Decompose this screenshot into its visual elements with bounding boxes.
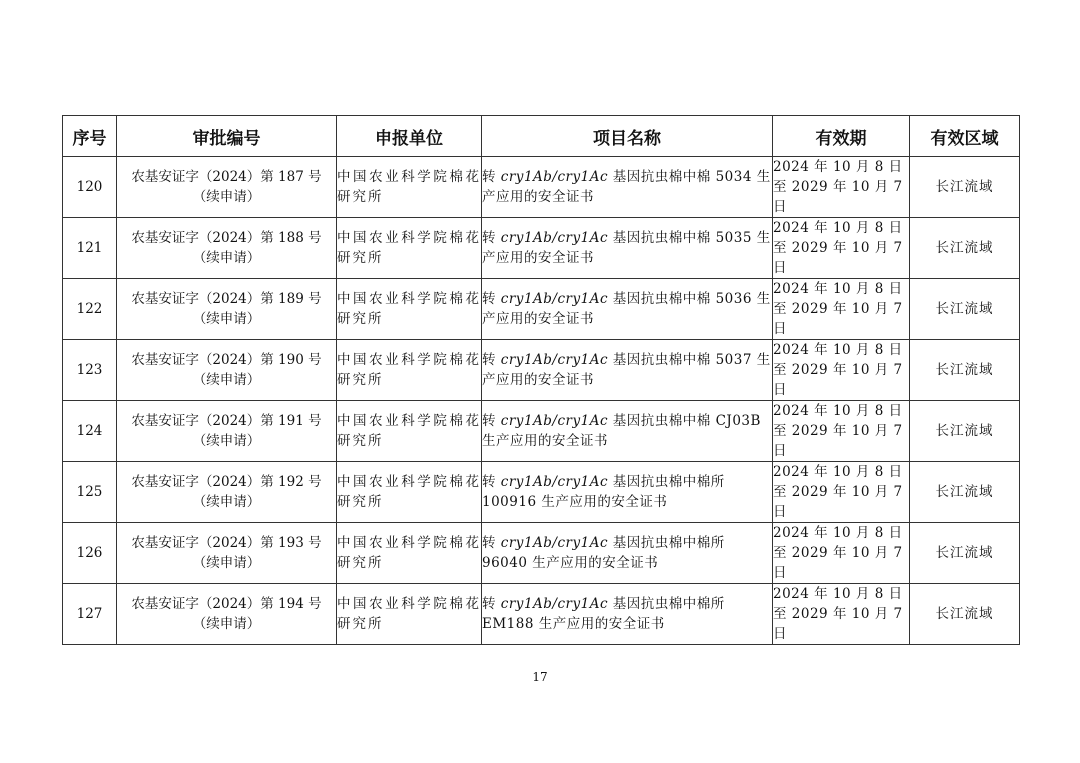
project-suffix: 基因抗虫棉中棉所 96040 生产应用的安全证书 (482, 535, 725, 571)
project-suffix: 基因抗虫棉中棉 5034 生产应用的安全证书 (482, 169, 771, 205)
table-row (63, 157, 1020, 218)
cell-approval-no (117, 523, 337, 584)
table-row (63, 340, 1020, 401)
header-project-name: 项目名称 (482, 116, 773, 157)
approval-number: 农基安证字（2024）第 187 号 (131, 169, 322, 185)
approval-number: 农基安证字（2024）第 189 号 (131, 291, 322, 307)
cell-validity: 2024 年 10 月 8 日至 2029 年 10 月 7 日 (773, 462, 910, 523)
approval-number: 农基安证字（2024）第 194 号 (131, 596, 322, 612)
project-prefix: 转 (482, 474, 501, 490)
cell-seq: 122 (63, 279, 117, 340)
cell-project-name (482, 462, 773, 523)
cell-approval-no (117, 279, 337, 340)
cell-region: 长江流域 (910, 157, 1020, 218)
table-row (63, 462, 1020, 523)
cell-applicant: 中国农业科学院棉花研究所 (337, 584, 482, 645)
cell-region: 长江流域 (910, 462, 1020, 523)
cell-validity: 2024 年 10 月 8 日至 2029 年 10 月 7 日 (773, 157, 910, 218)
project-prefix: 转 (482, 352, 501, 368)
gene-name: cry1Ab/cry1Ac (500, 291, 609, 307)
table-row (63, 401, 1020, 462)
project-suffix: 基因抗虫棉中棉所 EM188 生产应用的安全证书 (482, 596, 725, 632)
cell-approval-no (117, 584, 337, 645)
project-suffix: 基因抗虫棉中棉 5037 生产应用的安全证书 (482, 352, 771, 388)
gene-name: cry1Ab/cry1Ac (500, 535, 609, 551)
header-approval-no: 审批编号 (117, 116, 337, 157)
cell-applicant: 中国农业科学院棉花研究所 (337, 157, 482, 218)
approval-number: 农基安证字（2024）第 191 号 (131, 413, 322, 429)
header-applicant: 申报单位 (337, 116, 482, 157)
cell-approval-no (117, 157, 337, 218)
approval-renewal-note: （续申请） (192, 433, 261, 449)
header-seq: 序号 (63, 116, 117, 157)
cell-applicant: 中国农业科学院棉花研究所 (337, 401, 482, 462)
table-row (63, 218, 1020, 279)
project-suffix: 基因抗虫棉中棉 5036 生产应用的安全证书 (482, 291, 771, 327)
cell-seq: 123 (63, 340, 117, 401)
table-row (63, 584, 1020, 645)
cell-approval-no (117, 340, 337, 401)
cell-validity: 2024 年 10 月 8 日至 2029 年 10 月 7 日 (773, 218, 910, 279)
cell-project-name (482, 584, 773, 645)
project-suffix: 基因抗虫棉中棉所 100916 生产应用的安全证书 (482, 474, 725, 510)
table-header-row (63, 116, 1020, 157)
project-prefix: 转 (482, 535, 501, 551)
approval-renewal-note: （续申请） (192, 555, 261, 571)
gene-name: cry1Ab/cry1Ac (500, 596, 609, 612)
table-row (63, 523, 1020, 584)
project-prefix: 转 (482, 413, 501, 429)
approval-renewal-note: （续申请） (192, 250, 261, 266)
approval-number: 农基安证字（2024）第 188 号 (131, 230, 322, 246)
header-region: 有效区域 (910, 116, 1020, 157)
cell-project-name (482, 157, 773, 218)
table-row (63, 279, 1020, 340)
cell-validity: 2024 年 10 月 8 日至 2029 年 10 月 7 日 (773, 584, 910, 645)
cell-validity: 2024 年 10 月 8 日至 2029 年 10 月 7 日 (773, 523, 910, 584)
gene-name: cry1Ab/cry1Ac (500, 352, 609, 368)
project-suffix: 基因抗虫棉中棉 CJ03B 生产应用的安全证书 (482, 413, 761, 449)
cell-applicant: 中国农业科学院棉花研究所 (337, 279, 482, 340)
cell-applicant: 中国农业科学院棉花研究所 (337, 340, 482, 401)
cell-region: 长江流域 (910, 218, 1020, 279)
cell-applicant: 中国农业科学院棉花研究所 (337, 462, 482, 523)
cell-seq: 125 (63, 462, 117, 523)
cell-region: 长江流域 (910, 523, 1020, 584)
gene-name: cry1Ab/cry1Ac (500, 474, 609, 490)
project-prefix: 转 (482, 169, 501, 185)
header-validity: 有效期 (773, 116, 910, 157)
cell-validity: 2024 年 10 月 8 日至 2029 年 10 月 7 日 (773, 279, 910, 340)
cell-seq: 127 (63, 584, 117, 645)
project-prefix: 转 (482, 230, 501, 246)
cell-seq: 126 (63, 523, 117, 584)
cell-approval-no (117, 401, 337, 462)
page-number: 17 (532, 670, 548, 684)
approval-renewal-note: （续申请） (192, 494, 261, 510)
approval-renewal-note: （续申请） (192, 311, 261, 327)
cell-seq: 121 (63, 218, 117, 279)
cell-region: 长江流域 (910, 279, 1020, 340)
cell-region: 长江流域 (910, 584, 1020, 645)
approval-number: 农基安证字（2024）第 192 号 (131, 474, 322, 490)
cell-approval-no (117, 462, 337, 523)
gene-name: cry1Ab/cry1Ac (500, 230, 609, 246)
cell-project-name (482, 401, 773, 462)
cell-applicant: 中国农业科学院棉花研究所 (337, 523, 482, 584)
approval-number: 农基安证字（2024）第 190 号 (131, 352, 322, 368)
cell-project-name (482, 218, 773, 279)
cell-project-name (482, 523, 773, 584)
project-suffix: 基因抗虫棉中棉 5035 生产应用的安全证书 (482, 230, 771, 266)
cell-applicant: 中国农业科学院棉花研究所 (337, 218, 482, 279)
cell-region: 长江流域 (910, 340, 1020, 401)
gene-name: cry1Ab/cry1Ac (500, 169, 609, 185)
project-prefix: 转 (482, 291, 501, 307)
cell-validity: 2024 年 10 月 8 日至 2029 年 10 月 7 日 (773, 340, 910, 401)
cell-project-name (482, 279, 773, 340)
approval-number: 农基安证字（2024）第 193 号 (131, 535, 322, 551)
approval-renewal-note: （续申请） (192, 189, 261, 205)
project-prefix: 转 (482, 596, 501, 612)
cell-seq: 120 (63, 157, 117, 218)
cell-approval-no (117, 218, 337, 279)
gene-name: cry1Ab/cry1Ac (500, 413, 609, 429)
cell-project-name (482, 340, 773, 401)
cell-seq: 124 (63, 401, 117, 462)
cell-validity: 2024 年 10 月 8 日至 2029 年 10 月 7 日 (773, 401, 910, 462)
certificate-table (62, 115, 1020, 645)
approval-renewal-note: （续申请） (192, 616, 261, 632)
approval-renewal-note: （续申请） (192, 372, 261, 388)
cell-region: 长江流域 (910, 401, 1020, 462)
